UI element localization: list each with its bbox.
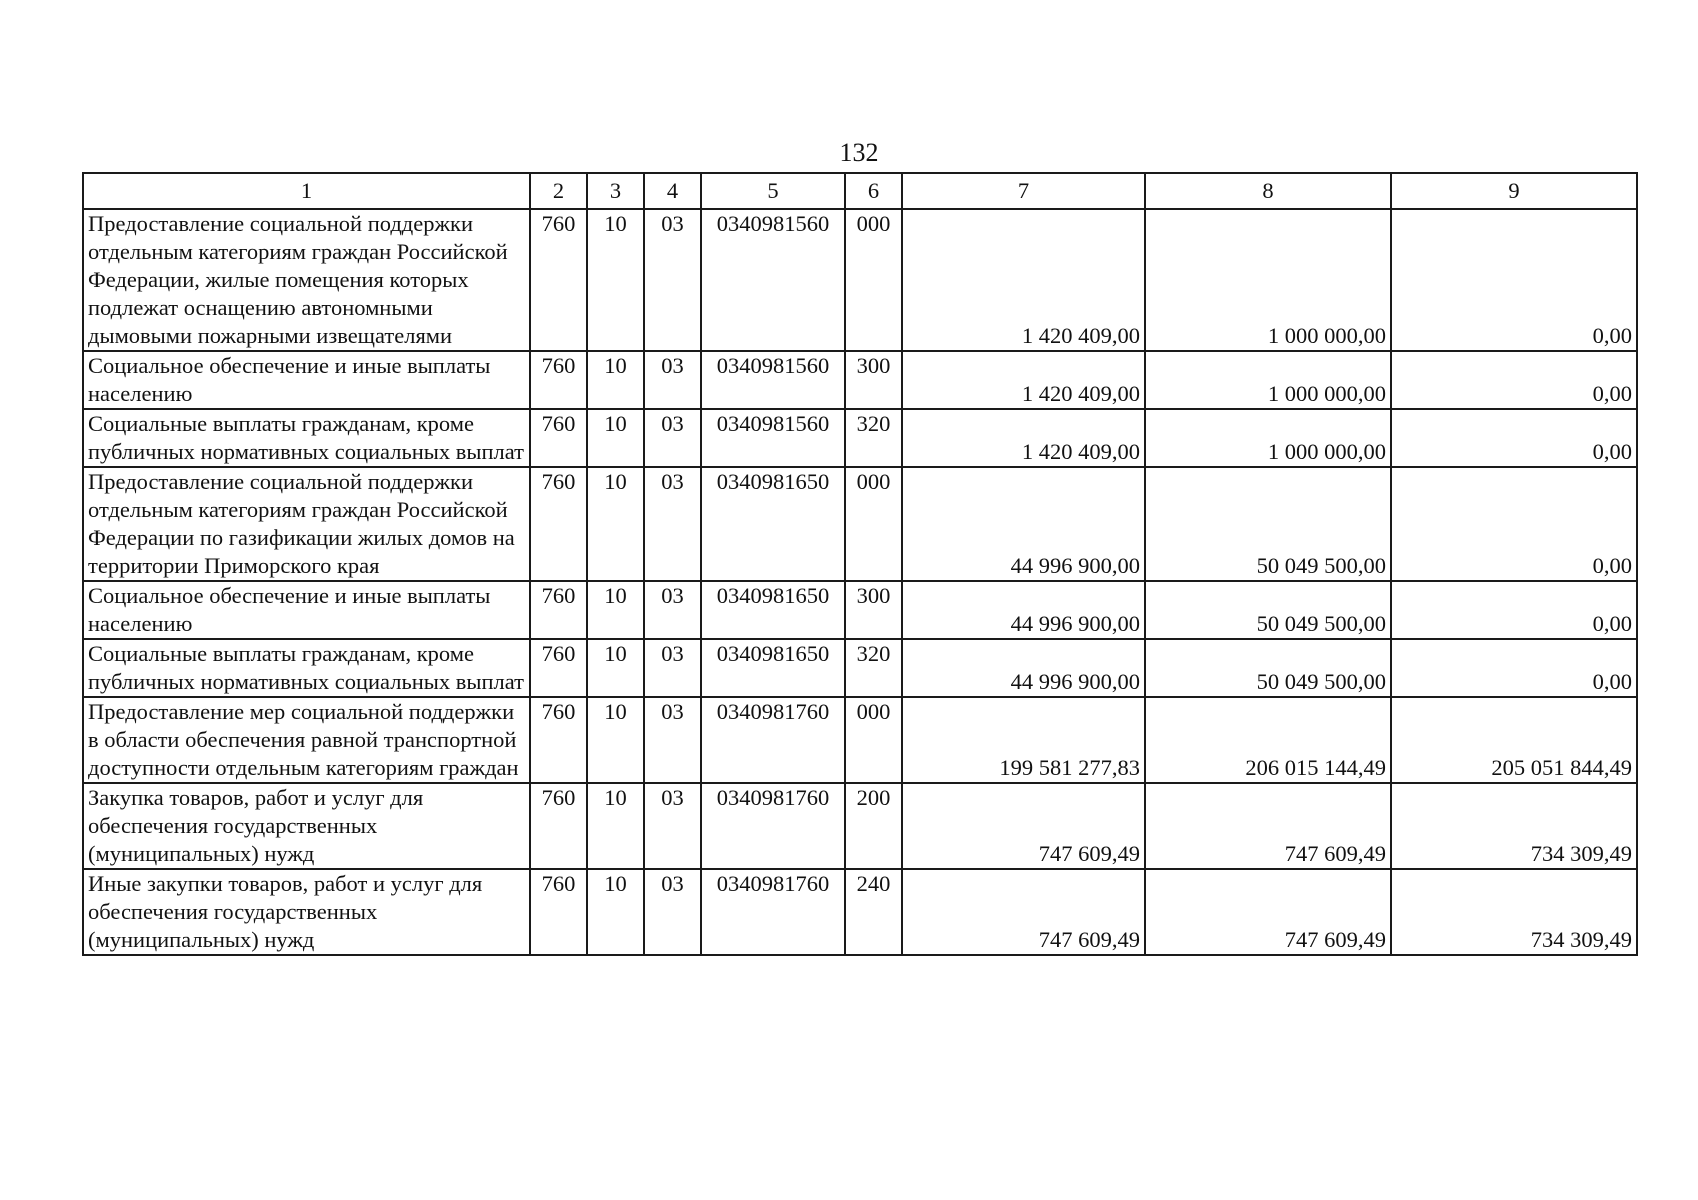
expense-type-code: 000 [845, 697, 902, 783]
ministry-code: 760 [530, 639, 587, 697]
amount-col9: 0,00 [1391, 351, 1637, 409]
subsection-code: 03 [644, 869, 701, 955]
table-row [83, 409, 1637, 467]
amount-col9: 0,00 [1391, 209, 1637, 351]
column-header: 4 [644, 173, 701, 209]
amount-col8: 206 015 144,49 [1145, 697, 1391, 783]
ministry-code: 760 [530, 697, 587, 783]
amount-col9: 0,00 [1391, 639, 1637, 697]
column-header: 5 [701, 173, 845, 209]
subsection-code: 03 [644, 409, 701, 467]
amount-col7: 44 996 900,00 [902, 639, 1145, 697]
amount-col8: 50 049 500,00 [1145, 639, 1391, 697]
page-number: 132 [839, 138, 879, 167]
row-name: Предоставление социальной поддержки отдельным категориям граждан Российской Федерации по газификации жилых домов на территории Приморского края [83, 467, 530, 581]
row-name: Предоставление мер социальной поддержки в области обеспечения равной транспортной доступности отдельным категориям граждан [83, 697, 530, 783]
ministry-code: 760 [530, 869, 587, 955]
amount-col7: 1 420 409,00 [902, 209, 1145, 351]
expense-type-code: 240 [845, 869, 902, 955]
amount-col8: 50 049 500,00 [1145, 467, 1391, 581]
amount-col9: 734 309,49 [1391, 783, 1637, 869]
amount-col7: 44 996 900,00 [902, 467, 1145, 581]
amount-col8: 1 000 000,00 [1145, 351, 1391, 409]
table-row [83, 467, 1637, 581]
subsection-code: 03 [644, 351, 701, 409]
column-header: 6 [845, 173, 902, 209]
ministry-code: 760 [530, 409, 587, 467]
row-name: Социальное обеспечение и иные выплаты населению [83, 351, 530, 409]
table-row [83, 869, 1637, 955]
ministry-code: 760 [530, 351, 587, 409]
column-header: 3 [587, 173, 644, 209]
ministry-code: 760 [530, 467, 587, 581]
amount-col9: 205 051 844,49 [1391, 697, 1637, 783]
expense-type-code: 300 [845, 351, 902, 409]
amount-col8: 1 000 000,00 [1145, 209, 1391, 351]
expense-type-code: 000 [845, 467, 902, 581]
section-code: 10 [587, 409, 644, 467]
subsection-code: 03 [644, 581, 701, 639]
subsection-code: 03 [644, 467, 701, 581]
table-row [83, 209, 1637, 351]
expense-type-code: 200 [845, 783, 902, 869]
table-row [83, 783, 1637, 869]
target-article-code: 0340981560 [701, 409, 845, 467]
amount-col7: 1 420 409,00 [902, 351, 1145, 409]
table-row [83, 351, 1637, 409]
table-row [83, 697, 1637, 783]
budget-table [82, 172, 1638, 956]
section-code: 10 [587, 351, 644, 409]
subsection-code: 03 [644, 783, 701, 869]
amount-col7: 44 996 900,00 [902, 581, 1145, 639]
ministry-code: 760 [530, 581, 587, 639]
ministry-code: 760 [530, 209, 587, 351]
subsection-code: 03 [644, 697, 701, 783]
expense-type-code: 300 [845, 581, 902, 639]
expense-type-code: 000 [845, 209, 902, 351]
amount-col8: 747 609,49 [1145, 869, 1391, 955]
column-header: 8 [1145, 173, 1391, 209]
column-header: 2 [530, 173, 587, 209]
column-header: 9 [1391, 173, 1637, 209]
section-code: 10 [587, 581, 644, 639]
section-code: 10 [587, 697, 644, 783]
target-article-code: 0340981760 [701, 783, 845, 869]
table-row [83, 581, 1637, 639]
row-name: Иные закупки товаров, работ и услуг для обеспечения государственных (муниципальных) нужд [83, 869, 530, 955]
row-name: Социальное обеспечение и иные выплаты населению [83, 581, 530, 639]
target-article-code: 0340981650 [701, 581, 845, 639]
section-code: 10 [587, 467, 644, 581]
section-code: 10 [587, 783, 644, 869]
row-name: Предоставление социальной поддержки отдельным категориям граждан Российской Федерации, жилые помещения которых подлежат оснащению автономными дымовыми пожарными извещателями [83, 209, 530, 351]
row-name: Закупка товаров, работ и услуг для обеспечения государственных (муниципальных) нужд [83, 783, 530, 869]
row-name: Социальные выплаты гражданам, кроме публичных нормативных социальных выплат [83, 409, 530, 467]
target-article-code: 0340981760 [701, 869, 845, 955]
section-code: 10 [587, 869, 644, 955]
amount-col9: 0,00 [1391, 409, 1637, 467]
subsection-code: 03 [644, 639, 701, 697]
row-name: Социальные выплаты гражданам, кроме публичных нормативных социальных выплат [83, 639, 530, 697]
target-article-code: 0340981760 [701, 697, 845, 783]
amount-col7: 1 420 409,00 [902, 409, 1145, 467]
amount-col7: 199 581 277,83 [902, 697, 1145, 783]
amount-col7: 747 609,49 [902, 869, 1145, 955]
subsection-code: 03 [644, 209, 701, 351]
section-code: 10 [587, 639, 644, 697]
amount-col7: 747 609,49 [902, 783, 1145, 869]
column-header: 7 [902, 173, 1145, 209]
column-header: 1 [83, 173, 530, 209]
header-row [83, 173, 1637, 209]
ministry-code: 760 [530, 783, 587, 869]
amount-col9: 734 309,49 [1391, 869, 1637, 955]
target-article-code: 0340981560 [701, 209, 845, 351]
amount-col9: 0,00 [1391, 581, 1637, 639]
expense-type-code: 320 [845, 409, 902, 467]
target-article-code: 0340981650 [701, 467, 845, 581]
amount-col9: 0,00 [1391, 467, 1637, 581]
amount-col8: 747 609,49 [1145, 783, 1391, 869]
expense-type-code: 320 [845, 639, 902, 697]
amount-col8: 50 049 500,00 [1145, 581, 1391, 639]
amount-col8: 1 000 000,00 [1145, 409, 1391, 467]
target-article-code: 0340981650 [701, 639, 845, 697]
table-row [83, 639, 1637, 697]
target-article-code: 0340981560 [701, 351, 845, 409]
section-code: 10 [587, 209, 644, 351]
